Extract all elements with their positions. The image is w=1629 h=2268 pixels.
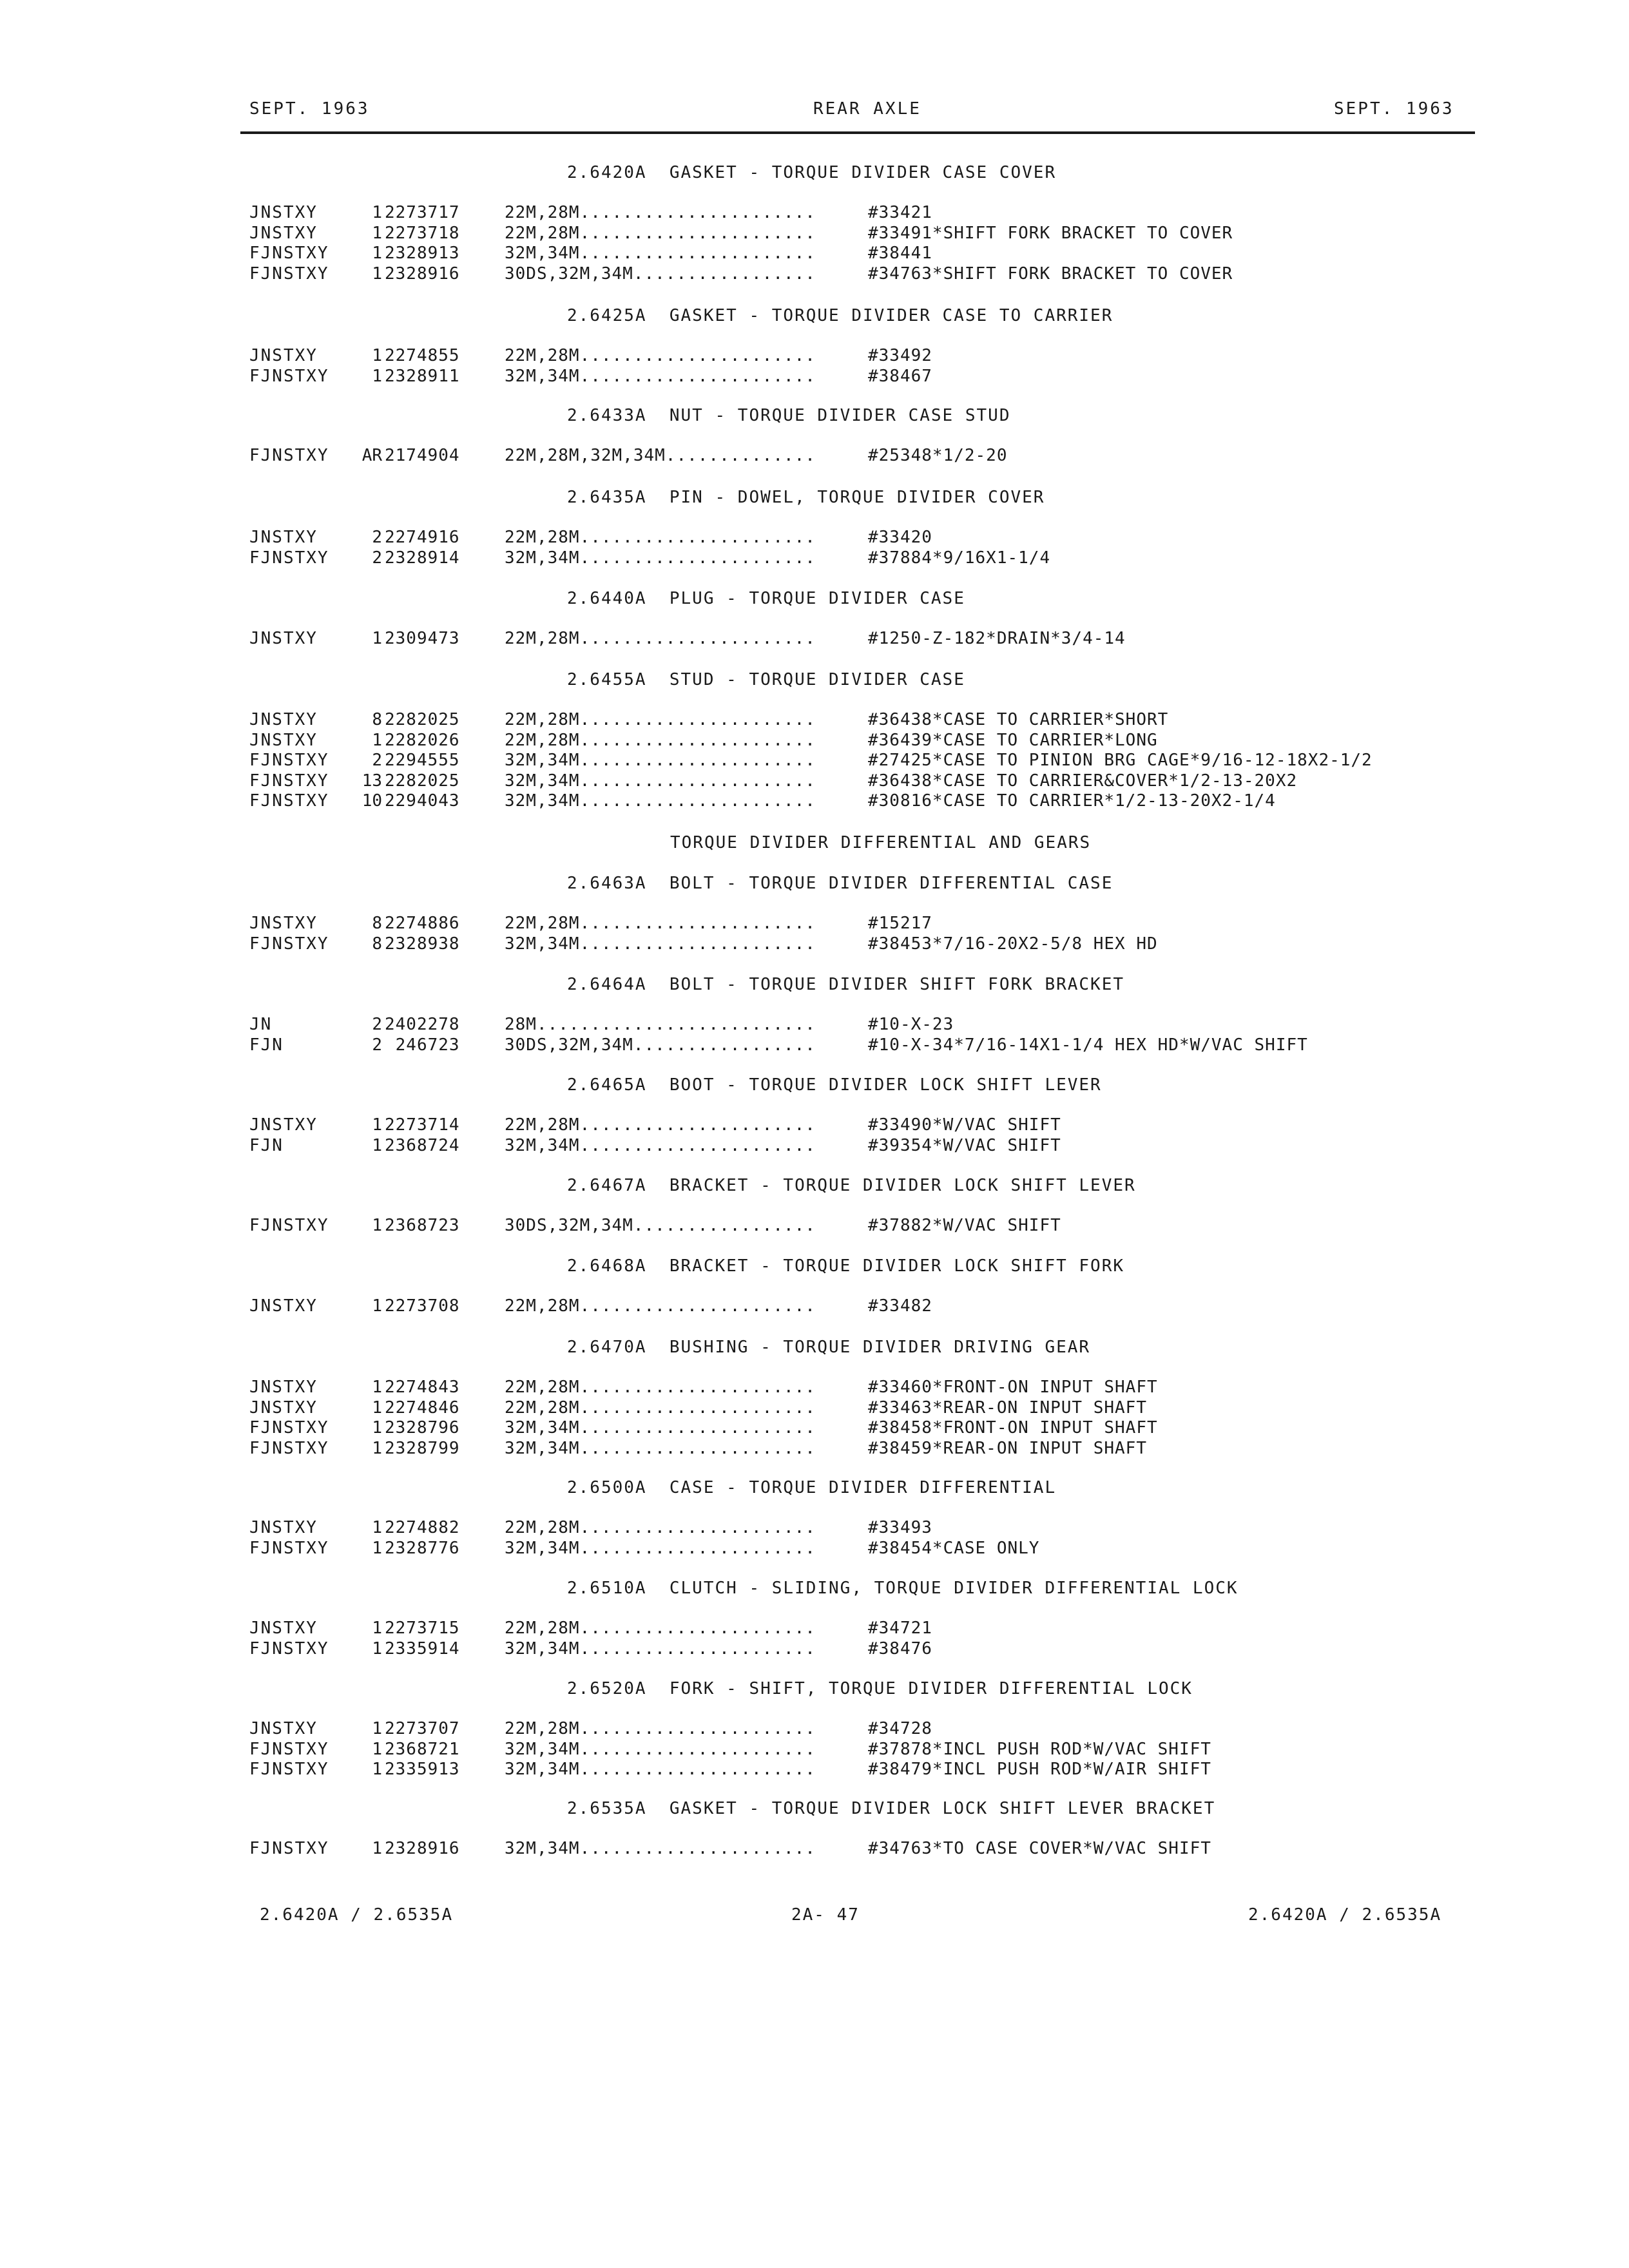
parts-row	[0, 629, 1629, 649]
vehicle-codes: FJNSTXY	[249, 1639, 329, 1658]
vehicle-codes: JNSTXY	[249, 1115, 318, 1135]
quantity: 1	[372, 730, 382, 750]
section-title: 2.6465A BOOT - TORQUE DIVIDER LOCK SHIFT LEVER	[567, 1075, 1102, 1095]
models: 22M,28M......................	[505, 629, 816, 648]
part-number: 2282025	[385, 710, 460, 729]
vehicle-codes: JN	[249, 1015, 273, 1034]
reference-description: #38467	[868, 366, 932, 386]
section-title: 2.6455A STUD - TORQUE DIVIDER CASE	[567, 670, 965, 689]
vehicle-codes: JNSTXY	[249, 1619, 318, 1638]
reference-description: #37884*9/16X1-1/4	[868, 548, 1051, 568]
quantity: 13	[361, 771, 382, 791]
models: 32M,34M......................	[505, 791, 816, 811]
parts-row	[0, 1539, 1629, 1559]
models: 32M,34M......................	[505, 1135, 816, 1155]
parts-row	[0, 1398, 1629, 1419]
part-number: 2309473	[385, 629, 460, 648]
quantity: 1	[372, 1538, 382, 1558]
parts-row	[0, 446, 1629, 466]
reference-description: #39354*W/VAC SHIFT	[868, 1135, 1061, 1155]
vehicle-codes: FJNSTXY	[249, 1418, 329, 1437]
models: 32M,34M......................	[505, 1639, 816, 1658]
models: 22M,28M......................	[505, 1296, 816, 1316]
vehicle-codes: FJN	[249, 1135, 284, 1155]
vehicle-codes: JNSTXY	[249, 710, 318, 729]
models: 30DS,32M,34M.................	[505, 1035, 816, 1055]
part-number: 2282026	[385, 730, 460, 750]
parts-row	[0, 1136, 1629, 1157]
reference-description: #38441	[868, 244, 932, 263]
models: 22M,28M......................	[505, 223, 816, 243]
reference-description: #34728	[868, 1719, 932, 1738]
quantity: 1	[372, 203, 382, 222]
quantity: 1	[372, 223, 382, 243]
vehicle-codes: FJNSTXY	[249, 446, 329, 465]
parts-row	[0, 1015, 1629, 1035]
parts-row	[0, 244, 1629, 264]
vehicle-codes: FJNSTXY	[249, 366, 329, 386]
part-number: 2282025	[385, 771, 460, 791]
part-number: 2335913	[385, 1760, 460, 1779]
parts-row	[0, 1719, 1629, 1740]
reference-description: #36438*CASE TO CARRIER&COVER*1/2-13-20X2	[868, 771, 1298, 791]
vehicle-codes: FJNSTXY	[249, 934, 329, 954]
quantity: 1	[372, 264, 382, 284]
section-title: 2.6425A GASKET - TORQUE DIVIDER CASE TO CARRIER	[567, 306, 1113, 325]
quantity: 8	[372, 934, 382, 954]
models: 32M,34M......................	[505, 771, 816, 791]
vehicle-codes: JNSTXY	[249, 1518, 318, 1537]
part-number: 2328913	[385, 244, 460, 263]
models: 28M..........................	[505, 1015, 816, 1034]
vehicle-codes: FJN	[249, 1035, 284, 1055]
models: 32M,34M......................	[505, 1418, 816, 1437]
section-title: 2.6463A BOLT - TORQUE DIVIDER DIFFERENTIAL CASE	[567, 874, 1113, 893]
part-number: 2273707	[385, 1719, 460, 1738]
reference-description: #25348*1/2-20	[868, 446, 1008, 465]
parts-row	[0, 548, 1629, 569]
models: 32M,34M......................	[505, 751, 816, 770]
reference-description: #33493	[868, 1518, 932, 1537]
reference-description: #34763*SHIFT FORK BRACKET TO COVER	[868, 264, 1233, 284]
models: 22M,28M......................	[505, 1518, 816, 1537]
parts-row	[0, 710, 1629, 731]
parts-row	[0, 264, 1629, 285]
part-number: 2273717	[385, 203, 460, 222]
quantity: 1	[372, 346, 382, 365]
part-number: 2328799	[385, 1438, 460, 1458]
reference-description: #34763*TO CASE COVER*W/VAC SHIFT	[868, 1839, 1211, 1858]
parts-row	[0, 1115, 1629, 1136]
models: 32M,34M......................	[505, 548, 816, 568]
models: 22M,28M......................	[505, 914, 816, 933]
part-number: 2273715	[385, 1619, 460, 1638]
quantity: 1	[372, 1518, 382, 1537]
vehicle-codes: JNSTXY	[249, 1719, 318, 1738]
quantity: 2	[372, 1015, 382, 1034]
quantity: 1	[372, 1135, 382, 1155]
parts-row	[0, 1740, 1629, 1760]
section-title: TORQUE DIVIDER DIFFERENTIAL AND GEARS	[670, 833, 1092, 852]
section-title: 2.6510A CLUTCH - SLIDING, TORQUE DIVIDER DIFFERENTIAL LOCK	[567, 1579, 1239, 1598]
section-title: 2.6440A PLUG - TORQUE DIVIDER CASE	[567, 589, 965, 608]
header-section-title: REAR AXLE	[813, 99, 921, 119]
models: 22M,28M......................	[505, 528, 816, 547]
parts-row	[0, 791, 1629, 812]
parts-row	[0, 1760, 1629, 1780]
part-number: 2273708	[385, 1296, 460, 1316]
reference-description: #38476	[868, 1639, 932, 1658]
header-date-right: SEPT. 1963	[1334, 99, 1454, 119]
part-number: 2328938	[385, 934, 460, 954]
part-number: 2335914	[385, 1639, 460, 1658]
reference-description: #37878*INCL PUSH ROD*W/VAC SHIFT	[868, 1739, 1211, 1759]
footer-range-right: 2.6420A / 2.6535A	[1248, 1905, 1442, 1925]
section-title: 2.6435A PIN - DOWEL, TORQUE DIVIDER COVER	[567, 488, 1045, 507]
reference-description: #38453*7/16-20X2-5/8 HEX HD	[868, 934, 1158, 954]
models: 22M,28M,32M,34M..............	[505, 446, 816, 465]
parts-row	[0, 1035, 1629, 1056]
reference-description: #38479*INCL PUSH ROD*W/AIR SHIFT	[868, 1760, 1211, 1779]
vehicle-codes: FJNSTXY	[249, 548, 329, 568]
reference-description: #36438*CASE TO CARRIER*SHORT	[868, 710, 1169, 729]
reference-description: #38454*CASE ONLY	[868, 1538, 1040, 1558]
part-number: 2328916	[385, 264, 460, 284]
models: 22M,28M......................	[505, 1719, 816, 1738]
part-number: 2274916	[385, 528, 460, 547]
vehicle-codes: JNSTXY	[249, 1378, 318, 1397]
part-number: 2274855	[385, 346, 460, 365]
models: 22M,28M......................	[505, 346, 816, 365]
parts-row	[0, 346, 1629, 367]
part-number: 2402278	[385, 1015, 460, 1034]
vehicle-codes: FJNSTXY	[249, 1538, 329, 1558]
vehicle-codes: FJNSTXY	[249, 264, 329, 284]
vehicle-codes: JNSTXY	[249, 730, 318, 750]
parts-row	[0, 528, 1629, 548]
part-number: 2274886	[385, 914, 460, 933]
part-number: 2328911	[385, 366, 460, 386]
part-number: 2274843	[385, 1378, 460, 1397]
section-title: 2.6468A BRACKET - TORQUE DIVIDER LOCK SHIFT FORK	[567, 1256, 1125, 1276]
vehicle-codes: JNSTXY	[249, 1296, 318, 1316]
models: 22M,28M......................	[505, 710, 816, 729]
footer-range-left: 2.6420A / 2.6535A	[260, 1905, 454, 1925]
quantity: 1	[372, 1216, 382, 1235]
vehicle-codes: FJNSTXY	[249, 791, 329, 811]
vehicle-codes: JNSTXY	[249, 914, 318, 933]
quantity: 10	[361, 791, 382, 811]
vehicle-codes: FJNSTXY	[249, 751, 329, 770]
reference-description: #37882*W/VAC SHIFT	[868, 1216, 1061, 1235]
quantity: 1	[372, 1739, 382, 1759]
vehicle-codes: JNSTXY	[249, 629, 318, 648]
vehicle-codes: FJNSTXY	[249, 1216, 329, 1235]
vehicle-codes: JNSTXY	[249, 346, 318, 365]
quantity: 8	[372, 710, 382, 729]
parts-row	[0, 771, 1629, 792]
models: 22M,28M......................	[505, 1398, 816, 1418]
part-number: 2328796	[385, 1418, 460, 1437]
models: 22M,28M......................	[505, 203, 816, 222]
part-number: 2174904	[385, 446, 460, 465]
parts-row	[0, 203, 1629, 224]
reference-description: #33463*REAR-ON INPUT SHAFT	[868, 1398, 1147, 1418]
vehicle-codes: JNSTXY	[249, 1398, 318, 1418]
parts-row	[0, 1378, 1629, 1398]
reference-description: #33492	[868, 346, 932, 365]
section-title: 2.6467A BRACKET - TORQUE DIVIDER LOCK SHIFT LEVER	[567, 1176, 1136, 1195]
quantity: 1	[372, 1760, 382, 1779]
vehicle-codes: FJNSTXY	[249, 1839, 329, 1858]
part-number: 2328776	[385, 1538, 460, 1558]
vehicle-codes: FJNSTXY	[249, 1739, 329, 1759]
models: 32M,34M......................	[505, 366, 816, 386]
vehicle-codes: FJNSTXY	[249, 1438, 329, 1458]
part-number: 2368723	[385, 1216, 460, 1235]
part-number: 2328916	[385, 1839, 460, 1858]
vehicle-codes: FJNSTXY	[249, 771, 329, 791]
models: 30DS,32M,34M.................	[505, 1216, 816, 1235]
header-date-left: SEPT. 1963	[249, 99, 370, 119]
quantity: 2	[372, 1035, 382, 1055]
parts-row	[0, 224, 1629, 244]
models: 32M,34M......................	[505, 1739, 816, 1759]
reference-description: #15217	[868, 914, 932, 933]
part-number: 2368724	[385, 1135, 460, 1155]
models: 32M,34M......................	[505, 1839, 816, 1858]
quantity: 1	[372, 629, 382, 648]
reference-description: #33420	[868, 528, 932, 547]
quantity: 8	[372, 914, 382, 933]
parts-row	[0, 1518, 1629, 1539]
part-number: 246723	[385, 1035, 460, 1055]
vehicle-codes: FJNSTXY	[249, 244, 329, 263]
reference-description: #33490*W/VAC SHIFT	[868, 1115, 1061, 1135]
quantity: 1	[372, 1115, 382, 1135]
models: 22M,28M......................	[505, 1619, 816, 1638]
quantity: 1	[372, 1296, 382, 1316]
parts-row	[0, 367, 1629, 387]
part-number: 2274882	[385, 1518, 460, 1537]
quantity: 1	[372, 1378, 382, 1397]
vehicle-codes: FJNSTXY	[249, 1760, 329, 1779]
quantity: 1	[372, 1438, 382, 1458]
part-number: 2294043	[385, 791, 460, 811]
part-number: 2273714	[385, 1115, 460, 1135]
part-number: 2368721	[385, 1739, 460, 1759]
section-title: 2.6535A GASKET - TORQUE DIVIDER LOCK SHIFT LEVER BRACKET	[567, 1799, 1216, 1818]
models: 22M,28M......................	[505, 730, 816, 750]
parts-row	[0, 1216, 1629, 1236]
vehicle-codes: JNSTXY	[249, 528, 318, 547]
part-number: 2294555	[385, 751, 460, 770]
models: 22M,28M......................	[505, 1115, 816, 1135]
quantity: 2	[372, 528, 382, 547]
section-title: 2.6500A CASE - TORQUE DIVIDER DIFFERENTIAL	[567, 1478, 1057, 1497]
reference-description: #10-X-23	[868, 1015, 954, 1034]
quantity: 1	[372, 366, 382, 386]
parts-row	[0, 934, 1629, 955]
reference-description: #33482	[868, 1296, 932, 1316]
parts-row	[0, 731, 1629, 751]
quantity: AR	[361, 446, 382, 465]
reference-description: #30816*CASE TO CARRIER*1/2-13-20X2-1/4	[868, 791, 1276, 811]
section-title: 2.6520A FORK - SHIFT, TORQUE DIVIDER DIFFERENTIAL LOCK	[567, 1679, 1193, 1698]
reference-description: #27425*CASE TO PINION BRG CAGE*9/16-12-18X2-1/2	[868, 751, 1373, 770]
quantity: 2	[372, 548, 382, 568]
models: 32M,34M......................	[505, 934, 816, 954]
section-title: 2.6464A BOLT - TORQUE DIVIDER SHIFT FORK BRACKET	[567, 975, 1125, 994]
reference-description: #10-X-34*7/16-14X1-1/4 HEX HD*W/VAC SHIFT	[868, 1035, 1308, 1055]
parts-row	[0, 1439, 1629, 1459]
part-number: 2328914	[385, 548, 460, 568]
parts-row	[0, 1619, 1629, 1639]
models: 22M,28M......................	[505, 1378, 816, 1397]
part-number: 2273718	[385, 223, 460, 243]
reference-description: #33491*SHIFT FORK BRACKET TO COVER	[868, 223, 1233, 243]
parts-row	[0, 751, 1629, 771]
quantity: 1	[372, 244, 382, 263]
quantity: 1	[372, 1639, 382, 1658]
parts-row	[0, 1839, 1629, 1860]
quantity: 1	[372, 1398, 382, 1418]
models: 30DS,32M,34M.................	[505, 264, 816, 284]
reference-description: #33421	[868, 203, 932, 222]
part-number: 2274846	[385, 1398, 460, 1418]
reference-description: #38459*REAR-ON INPUT SHAFT	[868, 1438, 1147, 1458]
models: 32M,34M......................	[505, 1760, 816, 1779]
section-title: 2.6420A GASKET - TORQUE DIVIDER CASE COVER	[567, 163, 1057, 182]
parts-row	[0, 1418, 1629, 1439]
reference-description: #33460*FRONT-ON INPUT SHAFT	[868, 1378, 1158, 1397]
quantity: 1	[372, 1839, 382, 1858]
section-title: 2.6433A NUT - TORQUE DIVIDER CASE STUD	[567, 406, 1011, 425]
models: 32M,34M......................	[505, 1438, 816, 1458]
parts-row	[0, 1639, 1629, 1660]
quantity: 1	[372, 1719, 382, 1738]
reference-description: #1250-Z-182*DRAIN*3/4-14	[868, 629, 1126, 648]
reference-description: #36439*CASE TO CARRIER*LONG	[868, 730, 1158, 750]
quantity: 1	[372, 1619, 382, 1638]
quantity: 2	[372, 751, 382, 770]
models: 32M,34M......................	[505, 1538, 816, 1558]
parts-row	[0, 1296, 1629, 1317]
section-title: 2.6470A BUSHING - TORQUE DIVIDER DRIVING GEAR	[567, 1338, 1091, 1357]
footer-page-number: 2A- 47	[791, 1905, 860, 1925]
vehicle-codes: JNSTXY	[249, 223, 318, 243]
quantity: 1	[372, 1418, 382, 1437]
models: 32M,34M......................	[505, 244, 816, 263]
reference-description: #34721	[868, 1619, 932, 1638]
reference-description: #38458*FRONT-ON INPUT SHAFT	[868, 1418, 1158, 1437]
parts-row	[0, 914, 1629, 934]
vehicle-codes: JNSTXY	[249, 203, 318, 222]
